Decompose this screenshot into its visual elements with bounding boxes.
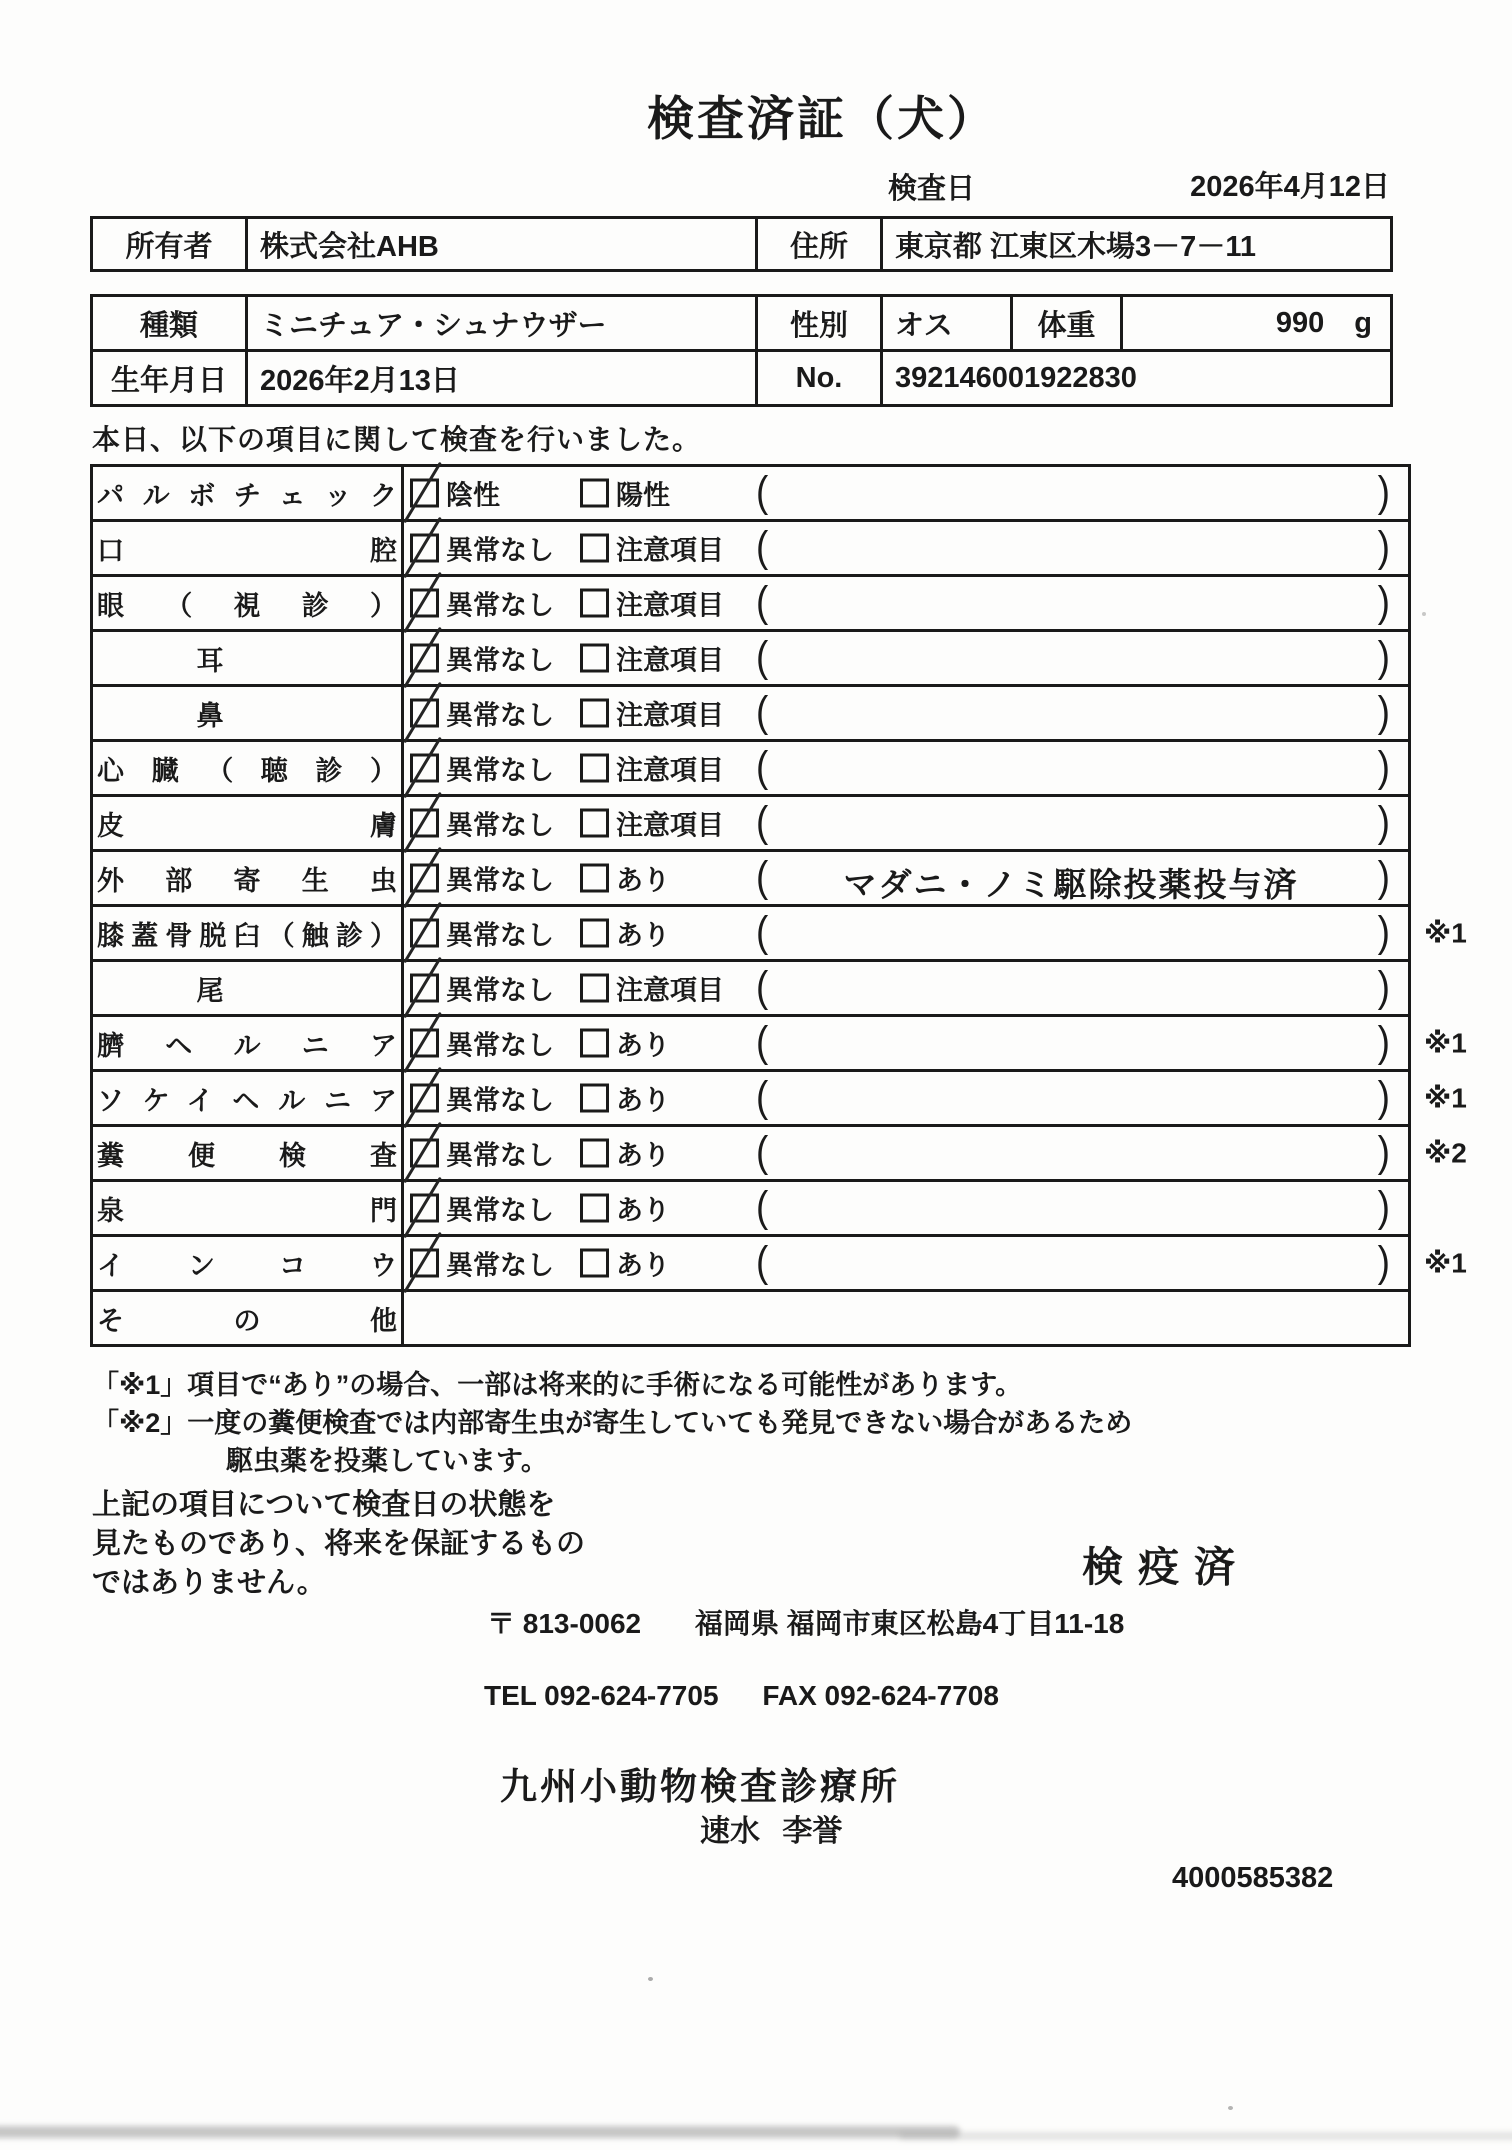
option1-group [410, 639, 554, 678]
checklist-row [93, 1017, 1467, 1072]
option1-label: 異常なし [446, 920, 554, 951]
scan-smudge [900, 2132, 1512, 2140]
option1-checkbox [410, 1084, 439, 1113]
option2-label: あり [616, 865, 670, 896]
checklist-item-cell [93, 1017, 404, 1069]
checklist-item-cell [93, 1237, 404, 1289]
paren-close: ) [1377, 1128, 1390, 1176]
checklist-result-cell [404, 1237, 1467, 1289]
option1-label: 異常なし [446, 975, 554, 1006]
option2-label: 注意項目 [616, 810, 724, 841]
option2-checkbox [580, 974, 609, 1003]
checklist-item-cell [93, 1292, 404, 1344]
option2-checkbox [580, 479, 609, 508]
checklist-item-label: 臍ヘルニア [97, 1030, 397, 1061]
owner-row [92, 218, 1392, 271]
checklist-row [93, 1292, 1408, 1344]
option2-label: あり [616, 1030, 670, 1061]
scan-speck [1422, 612, 1426, 616]
clinic-contact-line [484, 1680, 999, 1712]
checklist-item-label: 眼（視診） [97, 590, 397, 621]
option1-checkbox [410, 534, 439, 563]
reference-mark: ※2 [1424, 1137, 1467, 1169]
owner-value: 株式会社AHB [247, 218, 757, 271]
disclaimer-line-1: 上記の項目について検査日の状態を [92, 1489, 556, 1521]
checklist-row [93, 1182, 1408, 1237]
clinic-name: 九州小動物検査診療所 [500, 1766, 900, 1807]
checklist-item-cell [93, 852, 404, 904]
option1-checkbox [410, 864, 439, 893]
checklist-item-label: 耳 [196, 645, 224, 676]
option1-group [410, 1189, 554, 1228]
option1-checkbox [410, 754, 439, 783]
option2-checkbox [580, 1249, 609, 1278]
checklist-row [93, 962, 1408, 1017]
inspector-name: 速水 李誉 [700, 1815, 843, 1848]
intro-text: 本日、以下の項目に関して検査を行いました。 [92, 424, 702, 455]
footnote-2: 「※2」一度の糞便検査では内部寄生虫が寄生していても発見できない場合があるため [92, 1408, 1133, 1438]
option2-group [580, 914, 670, 953]
option2-checkbox [580, 754, 609, 783]
paren-close: ) [1377, 853, 1390, 901]
owner-label: 所有者 [92, 218, 247, 271]
paren-close: ) [1377, 1238, 1390, 1286]
paren-close: ) [1377, 578, 1390, 626]
option2-group [580, 474, 670, 513]
checklist-result-cell [404, 1072, 1467, 1124]
option1-group [410, 694, 554, 733]
checklist-row [93, 742, 1408, 797]
paren-open: ( [756, 908, 769, 956]
checklist-result-cell [404, 687, 1408, 739]
option2-group [580, 1024, 670, 1063]
checklist-item-cell [93, 907, 404, 959]
paren-open: ( [756, 688, 769, 736]
option2-label: あり [616, 1085, 670, 1116]
paren-open: ( [756, 1128, 769, 1176]
checklist-item-cell [93, 687, 404, 739]
checklist-result-cell [404, 1017, 1467, 1069]
option1-label: 異常なし [446, 755, 554, 786]
checklist-item-cell [93, 742, 404, 794]
page-title: 検査済証（犬） [647, 92, 997, 145]
option1-checkbox [410, 1194, 439, 1223]
disclaimer-line-2: 見たものであり、将来を保証するもの [92, 1528, 586, 1560]
option1-label: 異常なし [446, 645, 554, 676]
address-value: 東京都 江東区木場3－7－11 [882, 218, 1392, 271]
checklist-result-cell [404, 577, 1408, 629]
weight-cell [1122, 296, 1392, 351]
checklist-item-cell [93, 797, 404, 849]
option2-checkbox [580, 534, 609, 563]
checklist-result-cell [404, 522, 1408, 574]
checklist-item-label: 糞便検査 [97, 1140, 397, 1171]
scan-speck [1228, 2106, 1233, 2110]
quarantine-stamp: 検疫済 [1082, 1544, 1250, 1590]
checklist-item-cell [93, 1127, 404, 1179]
option2-group [580, 1244, 670, 1283]
finding-note: マダニ・ノミ駆除投薬投与済 [843, 866, 1299, 904]
checklist-item-cell [93, 1072, 404, 1124]
paren-open: ( [756, 633, 769, 681]
footnote-2-continued: 駆虫薬を投薬しています。 [226, 1446, 548, 1476]
checklist-item-label: パルボチェック [97, 480, 397, 511]
checklist-item-cell [93, 1182, 404, 1234]
paren-open: ( [756, 468, 769, 516]
option2-label: あり [616, 1140, 670, 1171]
paren-open: ( [756, 1018, 769, 1066]
reference-mark: ※1 [1424, 1082, 1467, 1114]
option2-checkbox [580, 1139, 609, 1168]
option2-group [580, 969, 724, 1008]
option1-checkbox [410, 809, 439, 838]
weight-unit: g [1354, 306, 1372, 339]
checklist-row [93, 522, 1408, 577]
scan-smudge [0, 2126, 960, 2138]
paren-close: ) [1377, 1073, 1390, 1121]
checklist-result-cell [404, 742, 1408, 794]
option1-label: 異常なし [446, 1085, 554, 1116]
checklist-row [93, 852, 1408, 907]
checklist-item-cell [93, 522, 404, 574]
paren-close: ) [1377, 908, 1390, 956]
checklist-result-cell [404, 467, 1408, 519]
option2-group [580, 859, 670, 898]
checklist-item-label: 心臓（聴診） [97, 755, 397, 786]
option2-label: あり [616, 1250, 670, 1281]
option2-label: あり [616, 920, 670, 951]
no-label: No. [757, 351, 882, 406]
option1-checkbox [410, 479, 439, 508]
checklist-result-cell [404, 1182, 1408, 1234]
checklist-row [93, 632, 1408, 687]
option2-checkbox [580, 864, 609, 893]
reference-mark: ※1 [1424, 1247, 1467, 1279]
animal-table [90, 294, 1393, 407]
reference-mark: ※1 [1424, 1027, 1467, 1059]
option2-checkbox [580, 1029, 609, 1058]
option1-label: 異常なし [446, 865, 554, 896]
weight-value: 990 [1275, 306, 1325, 339]
weight-label: 体重 [1012, 296, 1122, 351]
paren-close: ) [1377, 1183, 1390, 1231]
checklist-result-cell [404, 962, 1408, 1014]
paren-open: ( [756, 1238, 769, 1286]
paren-close: ) [1377, 743, 1390, 791]
checklist-item-cell [93, 467, 404, 519]
checklist-row [93, 687, 1408, 742]
breed-label: 種類 [92, 296, 247, 351]
breed-row [92, 296, 1392, 351]
option1-group [410, 1244, 554, 1283]
paren-close: ) [1377, 963, 1390, 1011]
checklist-item-label: 尾 [196, 975, 224, 1006]
option1-group [410, 1024, 554, 1063]
address-label: 住所 [757, 218, 882, 271]
option2-checkbox [580, 809, 609, 838]
disclaimer [92, 1486, 585, 1603]
inspection-date-value: 2026年4月12日 [1190, 171, 1390, 203]
checklist-row [93, 1127, 1467, 1182]
checklist-result-cell [404, 907, 1467, 959]
paren-open: ( [756, 578, 769, 626]
option1-checkbox [410, 699, 439, 728]
option1-group [410, 969, 554, 1008]
checklist-item-label: 皮膚 [97, 810, 397, 841]
paren-open: ( [756, 853, 769, 901]
paren-close: ) [1377, 688, 1390, 736]
option2-label: 注意項目 [616, 645, 724, 676]
option2-group [580, 694, 724, 733]
option2-group [580, 529, 724, 568]
paren-open: ( [756, 523, 769, 571]
option2-label: 注意項目 [616, 700, 724, 731]
option1-label: 異常なし [446, 1250, 554, 1281]
owner-table [90, 216, 1393, 272]
option2-label: 注意項目 [616, 535, 724, 566]
clinic-address-line [487, 1602, 1124, 1642]
option2-checkbox [580, 589, 609, 618]
checklist-row [93, 467, 1408, 522]
paren-open: ( [756, 1183, 769, 1231]
option2-checkbox [580, 644, 609, 673]
option2-group [580, 584, 724, 623]
clinic-postal-code: 〒 813-0062 [487, 1608, 642, 1639]
no-value: 392146001922830 [882, 351, 1392, 406]
checklist-item-label: 鼻 [196, 700, 224, 731]
option1-checkbox [410, 589, 439, 618]
option1-label: 陰性 [446, 480, 500, 511]
option1-checkbox [410, 974, 439, 1003]
option1-checkbox [410, 644, 439, 673]
paren-open: ( [756, 743, 769, 791]
checklist-result-cell [404, 797, 1408, 849]
option2-group [580, 1189, 670, 1228]
checklist-item-label: インコウ [97, 1250, 397, 1281]
option2-group [580, 639, 724, 678]
option1-checkbox [410, 1029, 439, 1058]
checklist-item-label: その他 [97, 1305, 397, 1336]
option2-label: 注意項目 [616, 975, 724, 1006]
option1-checkbox [410, 1139, 439, 1168]
checklist-item-cell [93, 962, 404, 1014]
option2-group [580, 1079, 670, 1118]
inspection-date-label: 検査日 [888, 173, 976, 205]
paren-close: ) [1377, 633, 1390, 681]
disclaimer-line-3: ではありません。 [92, 1567, 326, 1599]
checklist-result-cell [404, 1292, 1408, 1344]
option2-group [580, 1134, 670, 1173]
breed-value: ミニチュア・シュナウザー [247, 296, 757, 351]
checklist-row [93, 1072, 1467, 1127]
clinic-fax: FAX 092-624-7708 [762, 1680, 999, 1711]
checklist-item-cell [93, 577, 404, 629]
sex-label: 性別 [757, 296, 882, 351]
checklist-result-cell [404, 852, 1408, 904]
option1-group [410, 529, 554, 568]
checklist-item-cell [93, 632, 404, 684]
option2-label: 注意項目 [616, 590, 724, 621]
option1-label: 異常なし [446, 590, 554, 621]
footnote-1: 「※1」項目で“あり”の場合、一部は将来的に手術になる可能性があります。 [92, 1370, 1023, 1400]
checklist-item-label: 泉門 [97, 1195, 397, 1226]
option1-group [410, 804, 554, 843]
option1-checkbox [410, 919, 439, 948]
paren-close: ) [1377, 798, 1390, 846]
birth-label: 生年月日 [92, 351, 247, 406]
reference-mark: ※1 [1424, 917, 1467, 949]
checklist-row [93, 1237, 1467, 1292]
checklist-result-cell [404, 632, 1408, 684]
option1-group [410, 749, 554, 788]
option2-label: 注意項目 [616, 755, 724, 786]
option1-label: 異常なし [446, 535, 554, 566]
option1-label: 異常なし [446, 810, 554, 841]
checklist-table [90, 464, 1467, 1347]
paren-open: ( [756, 1073, 769, 1121]
checklist-item-label: ソケイヘルニア [97, 1085, 397, 1116]
footnotes [92, 1366, 1132, 1480]
scan-speck [648, 1977, 653, 1981]
option1-group [410, 1079, 554, 1118]
option1-group [410, 914, 554, 953]
option2-label: 陽性 [616, 480, 670, 511]
clinic-address: 福岡県 福岡市東区松島4丁目11-18 [694, 1608, 1125, 1639]
checklist-row [93, 577, 1408, 632]
option2-checkbox [580, 1084, 609, 1113]
serial-number: 4000585382 [1172, 1862, 1334, 1894]
option2-checkbox [580, 919, 609, 948]
option2-label: あり [616, 1195, 670, 1226]
paren-open: ( [756, 963, 769, 1011]
option2-group [580, 804, 724, 843]
option1-checkbox [410, 1249, 439, 1278]
checklist-item-label: 口腔 [97, 535, 397, 566]
option1-group [410, 859, 554, 898]
checklist-result-cell [404, 1127, 1467, 1179]
birth-row [92, 351, 1392, 406]
option1-label: 異常なし [446, 700, 554, 731]
checklist-item-label: 外部寄生虫 [97, 865, 397, 896]
option2-checkbox [580, 1194, 609, 1223]
birth-value: 2026年2月13日 [247, 351, 757, 406]
option1-group [410, 1134, 554, 1173]
sex-value: オス [882, 296, 1012, 351]
option1-group [410, 584, 554, 623]
checklist-row [93, 797, 1408, 852]
paren-close: ) [1377, 468, 1390, 516]
option2-checkbox [580, 699, 609, 728]
option1-label: 異常なし [446, 1195, 554, 1226]
paren-open: ( [756, 798, 769, 846]
paren-close: ) [1377, 1018, 1390, 1066]
option1-label: 異常なし [446, 1140, 554, 1171]
option1-group [410, 474, 500, 513]
option1-label: 異常なし [446, 1030, 554, 1061]
checklist-item-label: 膝蓋骨脱臼（触診） [97, 920, 397, 951]
option2-group [580, 749, 724, 788]
checklist-row [93, 907, 1467, 962]
paren-close: ) [1377, 523, 1390, 571]
clinic-tel: TEL 092-624-7705 [484, 1680, 719, 1711]
